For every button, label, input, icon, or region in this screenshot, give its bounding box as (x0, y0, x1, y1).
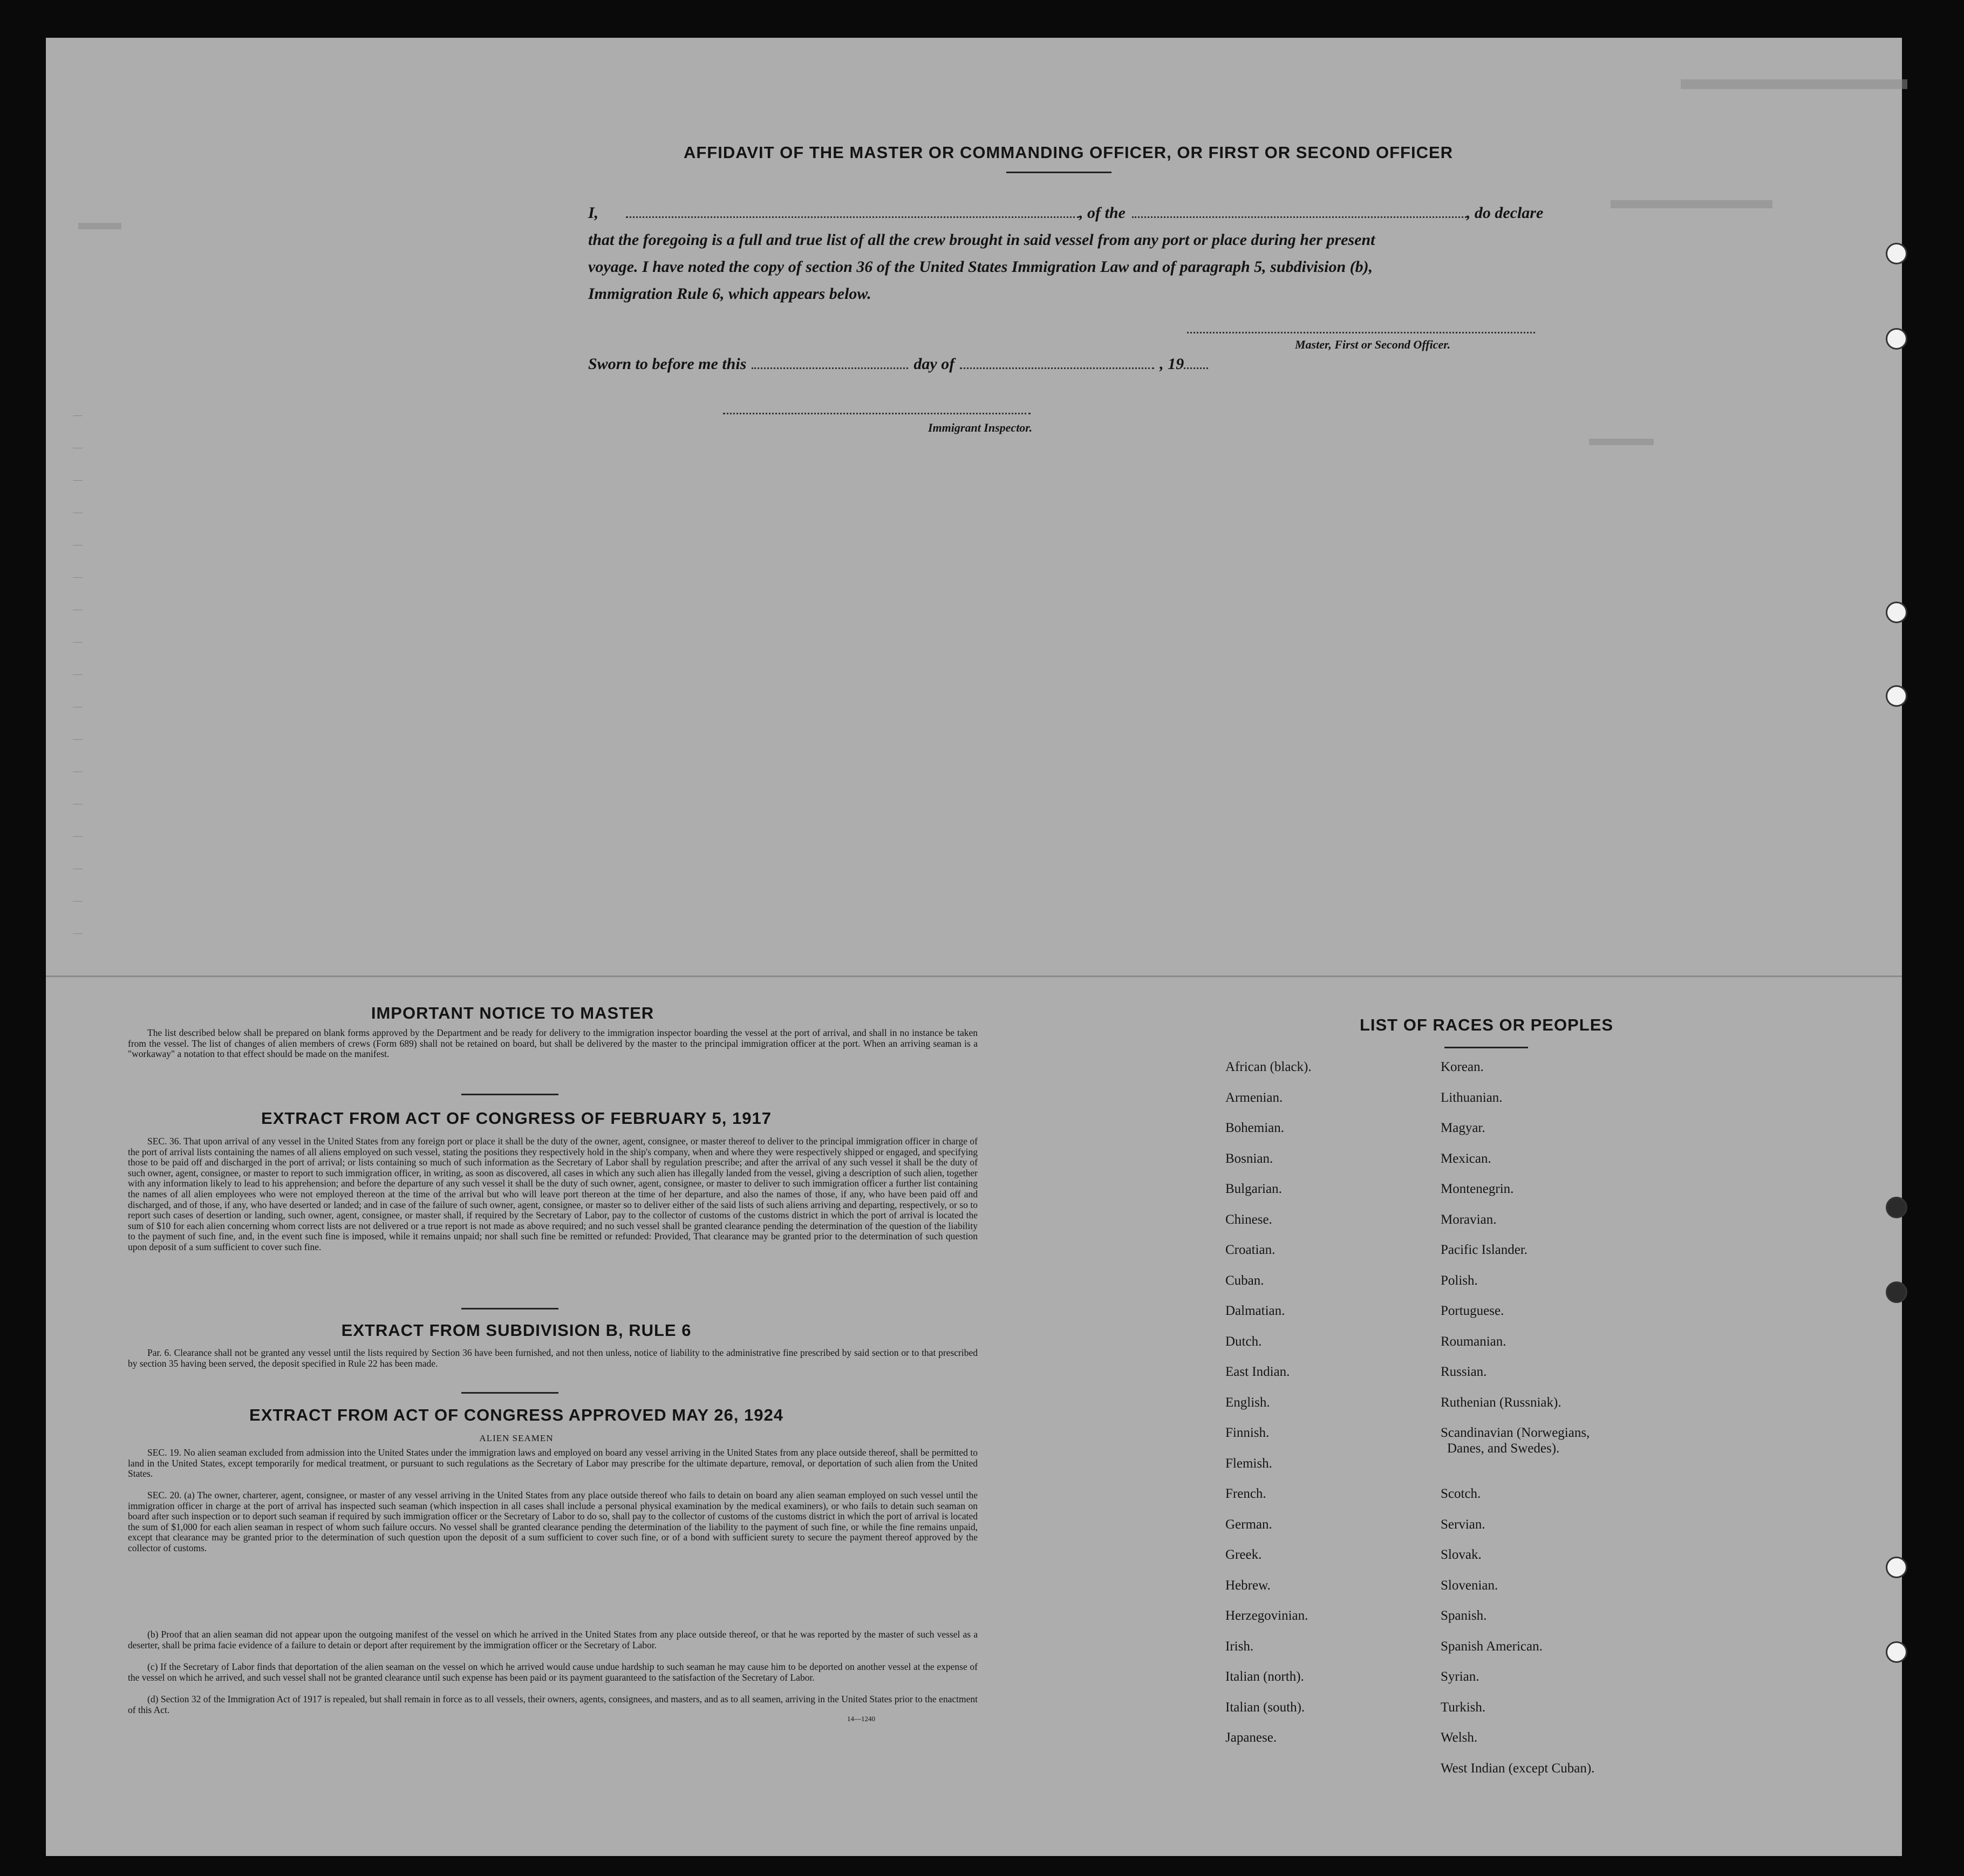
races-title: LIST OF RACES OR PEOPLES (1359, 1015, 1614, 1034)
master-signature-blank[interactable] (1187, 326, 1535, 333)
race-item: Spanish American. (1441, 1639, 1543, 1654)
race-item: Japanese. (1225, 1730, 1277, 1745)
sworn-year-blank[interactable] (1184, 362, 1208, 369)
binder-hole (1886, 243, 1907, 264)
race-item: Spanish. (1441, 1608, 1487, 1623)
extract-1924-sec20b: (b) Proof that an alien seaman did not appear upon the outgoing manifest of the vessel on which he arrived in the United States from any place outside thereof, or that he was reported by the master of such vessel as a deserter, shall be prima facie evidence of a failure to detain or deport after requirement by the immigration officer or the Secretary of Labor. (128, 1629, 978, 1650)
race-item: Roumanian. (1441, 1334, 1506, 1349)
binder-hole (1886, 685, 1907, 707)
race-item: Ruthenian (Russniak). (1441, 1395, 1561, 1410)
notice-rule (461, 1094, 558, 1095)
race-item: Italian (south). (1225, 1700, 1305, 1715)
extract-rule6-title: EXTRACT FROM SUBDIVISION B, RULE 6 (341, 1321, 692, 1340)
race-item: Servian. (1441, 1517, 1485, 1532)
race-item: Irish. (1225, 1639, 1254, 1654)
race-item: Scandinavian (Norwegians, (1441, 1425, 1590, 1440)
race-item: Welsh. (1441, 1730, 1478, 1745)
race-item: East Indian. (1225, 1365, 1290, 1379)
extract-1924-sec20d: (d) Section 32 of the Immigration Act of 1917 is repealed, but shall remain in force as to all vessels, their owners, agents, consignees, and masters, and as to all seamen, arriving in the United States prior to the enactment of this Act. (128, 1694, 978, 1715)
race-item: Croatian. (1225, 1243, 1276, 1257)
inspector-signature-blank[interactable] (723, 407, 1031, 414)
notice-title: IMPORTANT NOTICE TO MASTER (371, 1004, 654, 1022)
race-item: Polish. (1441, 1273, 1478, 1288)
sworn-line: Sworn to before me this day of , 19 (588, 351, 1602, 378)
binder-hole (1886, 1557, 1907, 1578)
race-item: Flemish. (1225, 1456, 1272, 1471)
form-number: 14—1240 (847, 1715, 875, 1723)
race-item: Hebrew. (1225, 1578, 1271, 1593)
affidavit-title: AFFIDAVIT OF THE MASTER OR COMMANDING OFFICER, OR FIRST OR SECOND OFFICER (683, 143, 1454, 162)
race-item: Moravian. (1441, 1212, 1497, 1227)
race-item: Danes, and Swedes). (1447, 1441, 1560, 1456)
fold-line (46, 975, 1902, 977)
race-item: Bosnian. (1225, 1151, 1273, 1166)
affidavit-title-rule (1006, 172, 1111, 173)
race-item: Dutch. (1225, 1334, 1262, 1349)
race-item: Chinese. (1225, 1212, 1272, 1227)
race-item: Scotch. (1441, 1486, 1481, 1501)
affidavit-line-2: that the foregoing is a full and true list of all the crew brought in said vessel from any port or place during her present (588, 231, 1375, 249)
races-title-rule (1444, 1047, 1528, 1048)
extract-1917-title: EXTRACT FROM ACT OF CONGRESS OF FEBRUARY 5, 1917 (261, 1109, 772, 1128)
race-item: English. (1225, 1395, 1270, 1410)
race-item: Bohemian. (1225, 1121, 1285, 1135)
race-item: Turkish. (1441, 1700, 1486, 1715)
race-item: Cuban. (1225, 1273, 1264, 1288)
document-page (46, 38, 1907, 1856)
extract-1924-sec20c: (c) If the Secretary of Labor finds that deportation of the alien seaman on the vessel on which he arrived would cause undue hardship to such seaman he may cause him to be deported on another vessel at the expense of the vessel on which he arrived, and such vessel shall not be granted clearance until such expense has been paid or its payment guaranteed to the satisfaction of the Secretary of Labor. (128, 1661, 978, 1683)
race-item: Herzegovinian. (1225, 1608, 1308, 1623)
affidavit-line-4: Immigration Rule 6, which appears below. (588, 285, 871, 303)
bleed-through-mark: ▬▬▬▬▬▬▬ (1681, 60, 1907, 96)
races-left-column (1225, 1052, 1312, 1754)
affidavit-line-3: voyage. I have noted the copy of section 36 of the United States Immigration Law and of paragraph 5, subdivision (b), (588, 258, 1373, 276)
extract-1917-text: SEC. 36. That upon arrival of any vessel in the United States from any foreign port or place it shall be the duty of the owner, agent, consignee, or master thereof to deliver to the principal immigration officer in charge of the port of arrival lists containing the names of all aliens employed on such vessel, stating the positions they respectively hold in the ship's company, when and where they were respectively shipped or engaged, and specifying those to be paid off and discharged in the port of arrival; or lists containing so much of such information as the Secretary of Labor shall by regulation prescribe; and after the arrival of any such vessel it shall be the duty of such owner, agent, consignee, or master to report to such immigration officer, in writing, as soon as discovered, all cases in which any such alien has illegally landed from the vessel, giving a description of such alien, together with any information likely to lead to his apprehension; and before the departure of any such vessel it shall be the duty of such owner, agent, consignee, or master to deliver to such immigration officer a further list containing the names of all alien employees who were not employed thereon at the time of the arrival but who will leave port thereon at the time of her departure, and also the names of those, if any, who have been paid off and discharged, and of those, if any, who have deserted or landed; and in case of the failure of such owner, agent, consignee, or master so to deliver either of the said lists of such aliens arriving and departing, respectively, or so to report such cases of desertion or landing, such owner, agent, consignee, or master shall, if required by the Secretary of Labor, pay to the collector of customs of the customs district in which the port of arrival is located the sum of $10 for each alien concerning whom correct lists are not delivered or a true report is not made as above required; and no such vessel shall be granted clearance pending the determination of the question of the liability to the payment of such fine, and, in the event such fine is imposed, while it remains unpaid; nor shall such fine be remitted or refunded: Provided, That clearance may be granted prior to the determination of such question upon deposit of a sum sufficient to cover such fine. (128, 1136, 978, 1252)
sworn-month-blank[interactable] (960, 362, 1154, 369)
binder-hole (1886, 328, 1907, 350)
race-item: Dalmatian. (1225, 1304, 1285, 1318)
extract-1917-rule (461, 1308, 558, 1309)
race-item: Finnish. (1225, 1425, 1270, 1440)
bleed-through-mark: ▬▬▬ (1589, 426, 1654, 450)
race-item: Slovenian. (1441, 1578, 1498, 1593)
extract-1924-sec20a: SEC. 20. (a) The owner, charterer, agent, consignee, or master of any vessel arriving in the United States from any place outside thereof who fails to detain on board any alien seaman employed on such vessel until the immigration officer in charge at the port of arrival has inspected such seaman (which inspection in all cases shall include a personal physical examination by the medical examiners), or who fails to detain such seaman on board after such inspection or to deport such seaman if required by such immigration officer or the Secretary of Labor to do so, shall pay to the collector of customs of the customs district in which the port of arrival is located the sum of $1,000 for each alien seaman in respect of whom such failure occurs. No vessel shall be granted clearance pending the determination of the liability to the payment of such fine, or while the fine remains unpaid, except that clearance may be granted prior to the determination of such question upon the deposit of a sum sufficient to cover such fine, or of a bond with sufficient surety to secure the payment thereof approved by the collector of customs. (128, 1490, 978, 1553)
extract-1924-title: EXTRACT FROM ACT OF CONGRESS APPROVED MAY 26, 1924 (249, 1406, 783, 1424)
race-item: Montenegrin. (1441, 1182, 1514, 1196)
race-item: Bulgarian. (1225, 1182, 1282, 1196)
race-item: Slovak. (1441, 1547, 1482, 1562)
affidavit-line-1: I, , of the , do declare (588, 204, 1544, 222)
bleed-through-mark: ▬▬▬▬▬▬ (1611, 184, 1772, 214)
race-item: Portuguese. (1441, 1304, 1504, 1318)
race-item: Italian (north). (1225, 1669, 1304, 1684)
race-item: Armenian. (1225, 1090, 1283, 1105)
binder-hole (1886, 1281, 1907, 1303)
race-item: Russian. (1441, 1365, 1487, 1379)
extract-rule6-rule (461, 1392, 558, 1394)
binder-hole (1886, 1197, 1907, 1218)
race-item: German. (1225, 1517, 1272, 1532)
race-item: Pacific Islander. (1441, 1243, 1528, 1257)
master-signature-label: Master, First or Second Officer. (1295, 338, 1451, 351)
vessel-blank[interactable] (1132, 211, 1467, 218)
races-right-column (1441, 1052, 1594, 1784)
bleed-through-mark: ▬▬ (78, 210, 121, 234)
name-blank[interactable] (626, 211, 1079, 218)
extract-1924-subtitle: ALIEN SEAMEN (479, 1433, 554, 1443)
race-item: Mexican. (1441, 1151, 1491, 1166)
race-item: French. (1225, 1486, 1266, 1501)
race-item: Greek. (1225, 1547, 1262, 1562)
binder-hole (1886, 602, 1907, 623)
extract-rule6-text: Par. 6. Clearance shall not be granted any vessel until the lists required by Section 36 have been furnished, and not then unless, notice of liability to the administrative fine prescribed by said section or to that prescribed by section 35 having been served, the deposit specified in Rule 22 has been made. (128, 1347, 978, 1369)
race-item: Magyar. (1441, 1121, 1485, 1135)
notice-text: The list described below shall be prepared on blank forms approved by the Department and be ready for delivery to the immigration inspector boarding the vessel at the port of arrival, and shall in no instance be taken from the vessel. The list of changes of alien members of crews (Form 689) shall not be retained on board, but shall be delivered by the master to the principal immigration officer at the port. When an arriving seaman is a "workaway" a notation to that effect should be made on the manifest. (128, 1027, 978, 1060)
inspector-label: Immigrant Inspector. (928, 421, 1033, 434)
race-item: Syrian. (1441, 1669, 1479, 1684)
extract-1924-sec19: SEC. 19. No alien seaman excluded from admission into the United States under the immigration laws and employed on board any vessel arriving in the United States from any place outside thereof, shall be permitted to land in the United States, except temporarily for medical treatment, or pursuant to such regulations as the Secretary of Labor may prescribe for the ultimate departure, removal, or deportation of such alien from the United States. (128, 1447, 978, 1479)
sworn-day-blank[interactable] (752, 362, 908, 369)
race-item: West Indian (except Cuban). (1441, 1761, 1595, 1776)
binder-hole (1886, 1641, 1907, 1663)
race-item: Lithuanian. (1441, 1090, 1503, 1105)
race-item: African (black). (1225, 1060, 1312, 1074)
race-item: Korean. (1441, 1060, 1484, 1074)
